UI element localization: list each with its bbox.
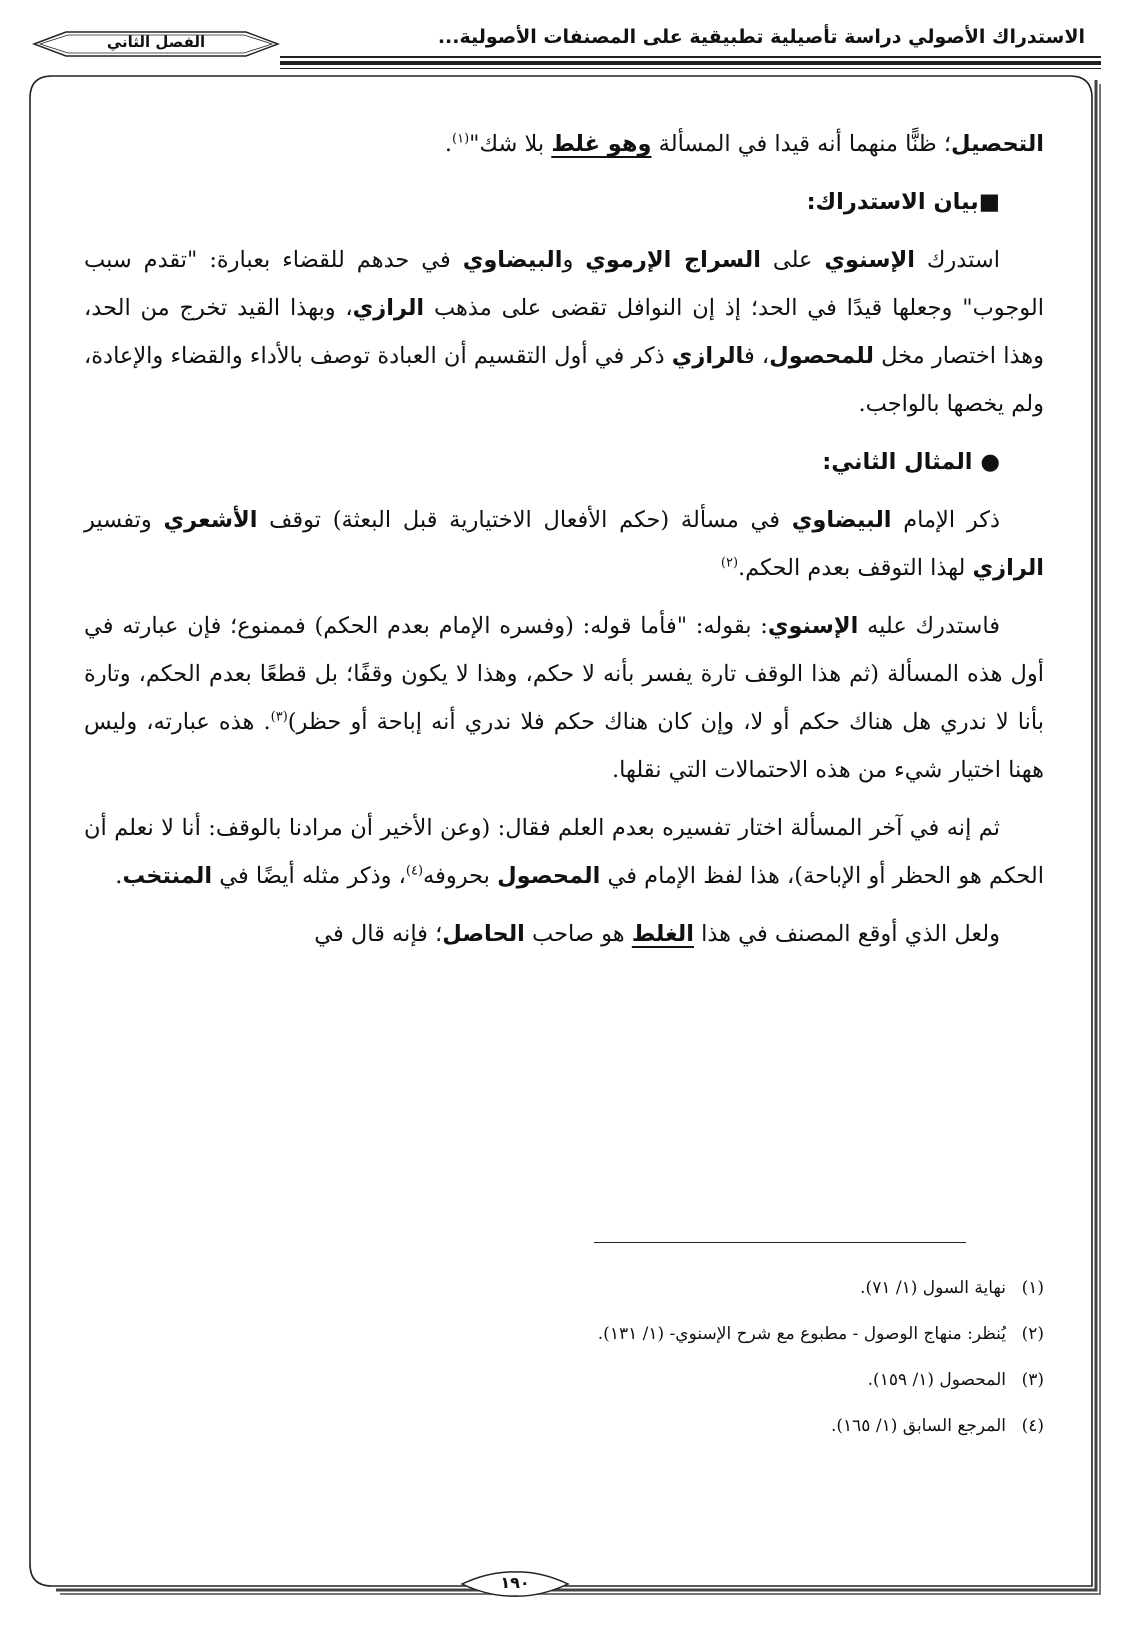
section-heading: ● المثال الثاني:	[822, 449, 1000, 475]
text-span: في حدهم للقضاء بعبارة: "تقدم سبب الوجوب" وجعلها قيدًا في الحد؛ إذ إن النوافل تقضى على مذهب	[84, 247, 1045, 321]
text-span: ذكر في أول التقسيم أن العبادة توصف بالأداء والقضاء والإعادة، ولم يخصها بالواجب.	[84, 343, 1044, 417]
footnote-number: (٤)	[1021, 1416, 1044, 1436]
bold-term: الرازي	[352, 295, 425, 321]
chapter-label: الفصل الثاني	[106, 33, 206, 51]
paragraph	[84, 910, 1044, 958]
footnote-number: (٢)	[1021, 1324, 1044, 1344]
bold-term: البيضاوي	[791, 507, 892, 533]
text-span: و	[562, 247, 586, 273]
text-span: بلا شك"	[469, 131, 552, 157]
bold-term: المنتخب	[122, 863, 213, 889]
footnote-item	[84, 1368, 1044, 1414]
bold-term: الأشعري	[163, 507, 258, 533]
text-span: : بقوله: "فأما قوله: (وفسره الإمام بعدم الحكم) فممنوع؛ فإن عبارته في أول هذه المسألة (ثم هذا الوقف تارة يفسر بأنه لا حكم، وهذا لا يكون وقفًا؛ بل قطعًا بعدم الحكم، وتارة بأنا لا ندري هل هناك حكم أو لا، وإن كان هناك حكم فلا ندري أنه إباحة أو حظر)	[84, 613, 1044, 735]
footnote-separator	[594, 1242, 966, 1243]
page-number-text: ١٩٠	[500, 1573, 530, 1592]
running-title: الاستدراك الأصولي دراسة تأصيلية تطبيقية على المصنفات الأصولية...	[437, 26, 1085, 48]
bold-term: البيضاوي	[462, 247, 563, 273]
footnote-text: نهاية السول (١/ ٧١).	[860, 1278, 1006, 1298]
footnote-number: (٣)	[1021, 1370, 1044, 1390]
header-rule	[280, 68, 1101, 69]
text-span: في مسألة (حكم الأفعال الاختيارية قبل البعثة) توقف	[257, 507, 792, 533]
page-header	[0, 0, 1121, 70]
footnote-text: المرجع السابق (١/ ١٦٥).	[831, 1416, 1006, 1436]
bold-term: التحصيل	[951, 131, 1044, 157]
text-span: لهذا التوقف بعدم الحكم.	[738, 555, 973, 581]
bold-term: المحصول	[497, 863, 601, 889]
footnote-text: المحصول (١/ ١٥٩).	[867, 1370, 1006, 1390]
footnote-item	[84, 1322, 1044, 1368]
footnote-text: يُنظر: منهاج الوصول - مطبوع مع شرح الإسنوي- (١/ ١٣١).	[597, 1324, 1006, 1344]
text-span: ، وبهذا القيد تخرج من الحد، وهذا اختصار مخل	[84, 295, 1044, 369]
paragraph	[84, 804, 1044, 900]
text-span: فاستدرك عليه	[858, 613, 1000, 639]
text-span: على	[760, 247, 825, 273]
header-rule	[280, 56, 1101, 58]
footnote-item	[84, 1414, 1044, 1460]
paragraph	[84, 496, 1044, 592]
text-span: ثم إنه في آخر المسألة اختار تفسيره بعدم العلم فقال: (وعن الأخير أن مرادنا بالوقف: أنا لا نعلم أن الحكم هو الحظر أو الإباحة)، هذا لفظ الإمام في	[84, 815, 1044, 889]
footnote-ref[interactable]: (١)	[452, 131, 470, 147]
bold-term: الرازي	[972, 555, 1044, 581]
bold-term: السراج الإرموي	[585, 247, 761, 273]
bold-term: الرازي	[671, 343, 744, 369]
footnote-ref[interactable]: (٢)	[720, 555, 739, 571]
bold-term: الإسنوي	[767, 613, 859, 639]
paragraph	[84, 602, 1044, 794]
underlined-term: وهو غلط	[551, 131, 652, 157]
bold-term: الإسنوي	[824, 247, 915, 273]
header-rule	[280, 61, 1101, 65]
page-number	[460, 1569, 570, 1599]
footnote-ref[interactable]: (٤)	[405, 863, 424, 879]
footnote-item	[84, 1276, 1044, 1322]
paragraph	[84, 236, 1044, 428]
text-span: وتفسير	[84, 507, 164, 533]
bold-term: للمحصول	[769, 343, 874, 369]
text-span: استدرك	[914, 247, 1000, 273]
footnote-number: (١)	[1021, 1278, 1044, 1298]
text-span: . هذه عبارته، وليس ههنا اختيار شيء من هذه الاحتمالات التي نقلها.	[84, 709, 1044, 783]
text-span: ولعل الذي أوقع المصنف في هذا	[693, 921, 1000, 947]
text-span: ؛ فإنه قال في	[314, 921, 443, 947]
footnote-ref[interactable]: (٣)	[270, 709, 288, 725]
text-span: ؛ ظنًّا منهما أنه قيدا في المسألة	[651, 131, 951, 157]
text-span: بحروفه	[423, 863, 498, 889]
bold-term: الحاصل	[442, 921, 525, 947]
main-text	[84, 120, 1044, 968]
paragraph	[84, 120, 1044, 168]
section-heading: ■بيان الاستدراك:	[806, 189, 1000, 215]
text-span: .	[115, 863, 123, 889]
text-span: ، ف	[743, 343, 770, 369]
chapter-tab	[32, 30, 280, 58]
underlined-term: الغلط	[631, 921, 694, 947]
footnotes	[84, 1276, 1044, 1460]
text-span: .	[444, 131, 453, 157]
text-span: ، وذكر مثله أيضًا في	[212, 863, 406, 889]
text-span: ذكر الإمام	[891, 507, 1000, 533]
text-span: هو صاحب	[524, 921, 632, 947]
